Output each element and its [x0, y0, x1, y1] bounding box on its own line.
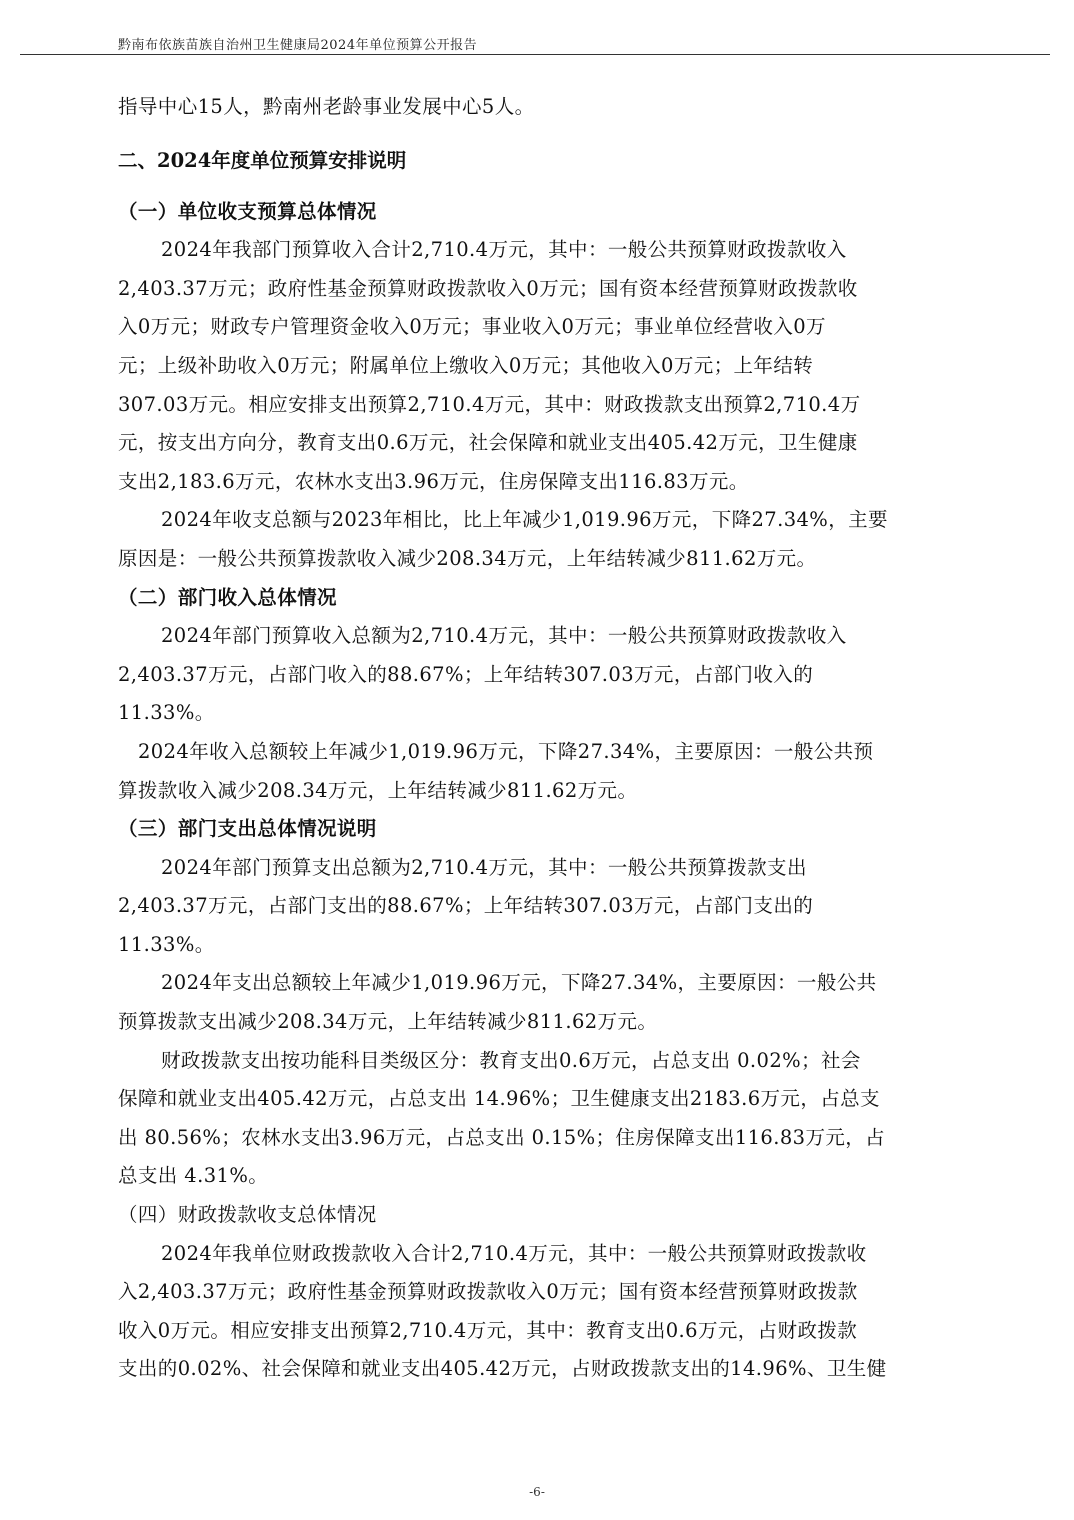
- page-number: -6-: [529, 1485, 545, 1499]
- section-heading: 二、2024年度单位预算安排说明: [118, 148, 407, 172]
- paragraph-line: 预算拨款支出减少208.34万元，上年结转减少811.62万元。: [118, 1010, 658, 1034]
- paragraph-line: 财政拨款支出按功能科目类级区分：教育支出0.6万元，占总支出 0.02%；社会: [161, 1048, 861, 1072]
- paragraph-line: 11.33%。: [118, 701, 215, 725]
- subsection-heading: （四）财政拨款收支总体情况: [118, 1203, 377, 1227]
- subsection-heading: （二）部门收入总体情况: [118, 585, 337, 609]
- paragraph-line: 11.33%。: [118, 932, 215, 956]
- paragraph-line: 算拨款收入减少208.34万元，上年结转减少811.62万元。: [118, 778, 638, 802]
- header-rule: [20, 54, 1050, 55]
- paragraph-line: 2024年部门预算收入总额为2,710.4万元，其中：一般公共预算财政拨款收入: [161, 624, 847, 648]
- paragraph-line: 2,403.37万元，占部门支出的88.67%；上年结转307.03万元，占部门支出的: [118, 894, 814, 918]
- paragraph-line: 支出2,183.6万元，农林水支出3.96万元，住房保障支出116.83万元。: [118, 469, 749, 493]
- paragraph-line: 2024年我单位财政拨款收入合计2,710.4万元，其中：一般公共预算财政拨款收: [161, 1241, 867, 1265]
- paragraph-line: 指导中心15人，黔南州老龄事业发展中心5人。: [118, 95, 535, 118]
- paragraph-line: 原因是：一般公共预算拨款收入减少208.34万元，上年结转减少811.62万元。: [118, 546, 817, 570]
- paragraph-line: 2024年部门预算支出总额为2,710.4万元，其中：一般公共预算拨款支出: [161, 855, 807, 879]
- paragraph-line: 支出的0.02%、社会保障和就业支出405.42万元，占财政拨款支出的14.96%、卫生健: [118, 1357, 887, 1381]
- paragraph-line: 元；上级补助收入0万元；附属单位上缴收入0万元；其他收入0万元；上年结转: [118, 353, 814, 377]
- paragraph-line: 2024年支出总额较上年减少1,019.96万元，下降27.34%，主要原因：一般公共: [161, 971, 877, 995]
- paragraph-line: 2,403.37万元；政府性基金预算财政拨款收入0万元；国有资本经营预算财政拨款收: [118, 276, 858, 300]
- paragraph-line: 入0万元；财政专户管理资金收入0万元；事业收入0万元；事业单位经营收入0万: [118, 315, 826, 339]
- running-header: 黔南布依族苗族自治州卫生健康局2024年单位预算公开报告: [118, 38, 478, 53]
- page-body: [118, 88, 950, 1389]
- paragraph-line: 2024年我部门预算收入合计2,710.4万元，其中：一般公共预算财政拨款收入: [161, 238, 847, 262]
- subsection-heading: （一）单位收支预算总体情况: [118, 199, 377, 223]
- paragraph-line: 入2,403.37万元；政府性基金预算财政拨款收入0万元；国有资本经营预算财政拨款: [118, 1280, 858, 1304]
- paragraph-line: 元，按支出方向分，教育支出0.6万元，社会保障和就业支出405.42万元，卫生健康: [118, 431, 858, 455]
- paragraph-line: 2024年收支总额与2023年相比，比上年减少1,019.96万元，下降27.34%，主要: [161, 508, 888, 532]
- paragraph-line: 2,403.37万元，占部门收入的88.67%；上年结转307.03万元，占部门收入的: [118, 662, 814, 686]
- paragraph-line: 出 80.56%；农林水支出3.96万元，占总支出 0.15%；住房保障支出116.83万元，占: [118, 1125, 886, 1149]
- paragraph-line: 保障和就业支出405.42万元，占总支出 14.96%；卫生健康支出2183.6万元，占总支: [118, 1087, 880, 1111]
- paragraph-line: 总支出 4.31%。: [118, 1164, 269, 1188]
- paragraph-line: 收入0万元。相应安排支出预算2,710.4万元，其中：教育支出0.6万元，占财政拨款: [118, 1318, 858, 1342]
- subsection-heading: （三）部门支出总体情况说明: [118, 817, 377, 841]
- paragraph-line: 2024年收入总额较上年减少1,019.96万元，下降27.34%，主要原因：一般公共预: [138, 739, 874, 763]
- paragraph-line: 307.03万元。相应安排支出预算2,710.4万元，其中：财政拨款支出预算2,710.4万: [118, 392, 861, 416]
